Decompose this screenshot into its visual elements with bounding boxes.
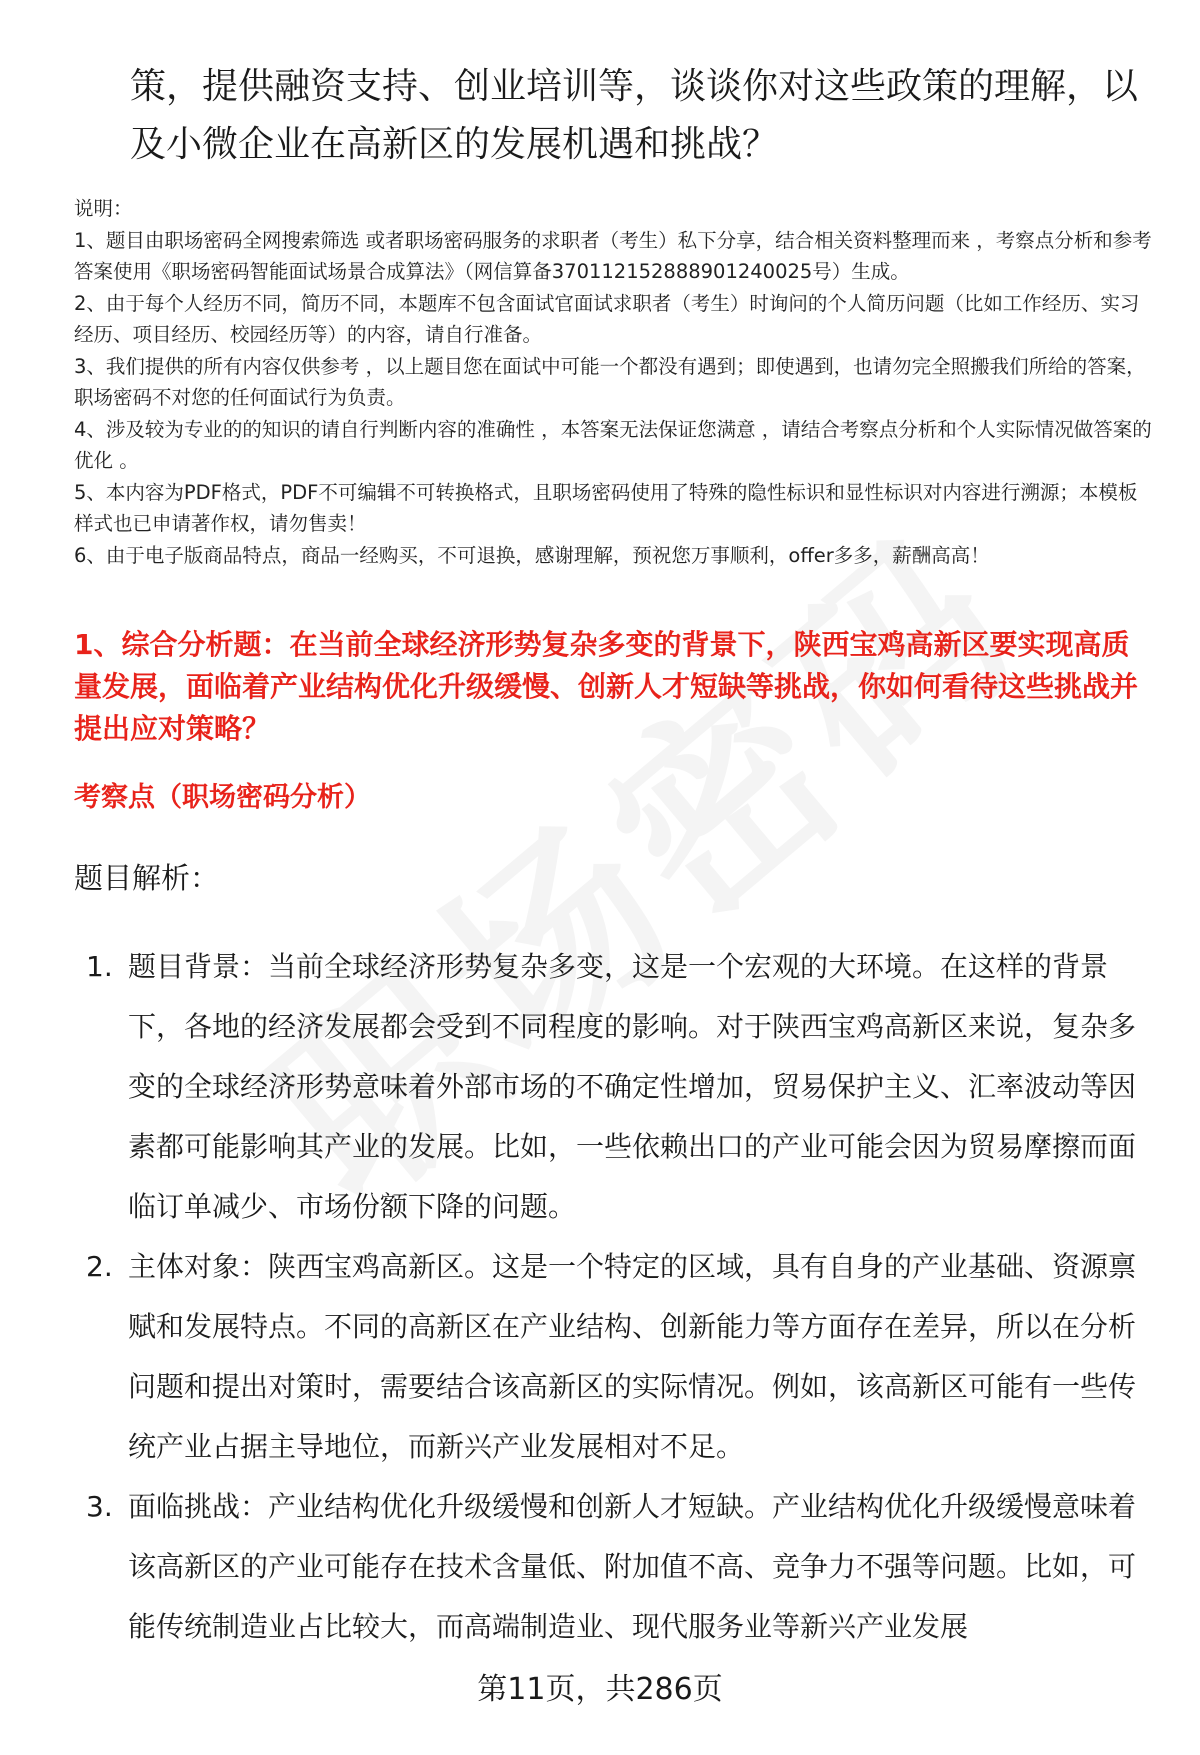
note-item: 1、题目由职场密码全网搜索筛选 或者职场密码服务的求职者（考生）私下分享，结合相关资料整理而来 ，考察点分析和参考答案使用《职场密码智能面试场景合成算法》（网信算备370112152888901240025号）生成。 xyxy=(74,228,1152,283)
analysis-label: 题目解析： xyxy=(74,861,220,895)
page-footer: 第11页，共286页 xyxy=(477,1672,723,1707)
note-item: 5、本内容为PDF格式，PDF不可编辑不可转换格式，且职场密码使用了特殊的隐性标识和显性标识对内容进行溯源；本模板样式也已申请著作权，请勿售卖！ xyxy=(74,480,1138,535)
note-item: 6、由于电子版商品特点，商品一经购买，不可退换，感谢理解，预祝您万事顺利，offer多多，薪酬高高！ xyxy=(74,543,990,567)
analysis-item xyxy=(74,1237,1154,1477)
continued-question-text: 策，提供融资支持、创业培训等，谈谈你对这些政策的理解，以及小微企业在高新区的发展机遇和挑战？ xyxy=(130,66,1139,165)
analysis-item-text: 主体对象：陕西宝鸡高新区。这是一个特定的区域，具有自身的产业基础、资源禀赋和发展特点。不同的高新区在产业结构、创新能力等方面存在差异，所以在分析问题和提出对策时，需要结合该高新区的实际情况。例如，该高新区可能有一些传统产业占据主导地位，而新兴产业发展相对不足。 xyxy=(128,1250,1137,1463)
notes-heading: 说明： xyxy=(74,197,133,220)
analysis-item-number: 3. xyxy=(86,1490,113,1523)
analysis-item-text: 面临挑战：产业结构优化升级缓慢和创新人才短缺。产业结构优化升级缓慢意味着该高新区的产业可能存在技术含量低、附加值不高、竞争力不强等问题。比如，可能传统制造业占比较大，而高端制造业、现代服务业等新兴产业发展 xyxy=(128,1490,1137,1643)
note-item: 2、由于每个人经历不同，简历不同，本题库不包含面试官面试求职者（考生）时询问的个人简历问题（比如工作经历、实习经历、项目经历、校园经历等）的内容，请自行准备。 xyxy=(74,291,1140,346)
analysis-item xyxy=(74,1477,1154,1657)
analysis-item-text: 题目背景：当前全球经济形势复杂多变，这是一个宏观的大环境。在这样的背景下，各地的经济发展都会受到不同程度的影响。对于陕西宝鸡高新区来说，复杂多变的全球经济形势意味着外部市场的不确定性增加，贸易保护主义、汇率波动等因素都可能影响其产业的发展。比如，一些依赖出口的产业可能会因为贸易摩擦而面临订单减少、市场份额下降的问题。 xyxy=(128,950,1137,1223)
analysis-list xyxy=(74,937,1154,1657)
analysis-item xyxy=(74,937,1154,1237)
note-item: 3、我们提供的所有内容仅供参考 ，以上题目您在面试中可能一个都没有遇到；即使遇到，也请勿完全照搬我们所给的答案，职场密码不对您的任何面试行为负责。 xyxy=(74,354,1146,409)
note-item: 4、涉及较为专业的的知识的请自行判断内容的准确性 ，本答案无法保证您满意 ，请结合考察点分析和个人实际情况做答案的优化 。 xyxy=(74,417,1152,472)
section-heading: 考察点（职场密码分析） xyxy=(74,782,371,813)
analysis-item-number: 2. xyxy=(86,1250,113,1283)
question-title: 1、综合分析题：在当前全球经济形势复杂多变的背景下，陕西宝鸡高新区要实现高质量发展，面临着产业结构优化升级缓慢、创新人才短缺等挑战，你如何看待这些挑战并提出应对策略？ xyxy=(74,628,1139,745)
analysis-item-number: 1. xyxy=(86,950,113,983)
notes-block xyxy=(74,193,1154,571)
